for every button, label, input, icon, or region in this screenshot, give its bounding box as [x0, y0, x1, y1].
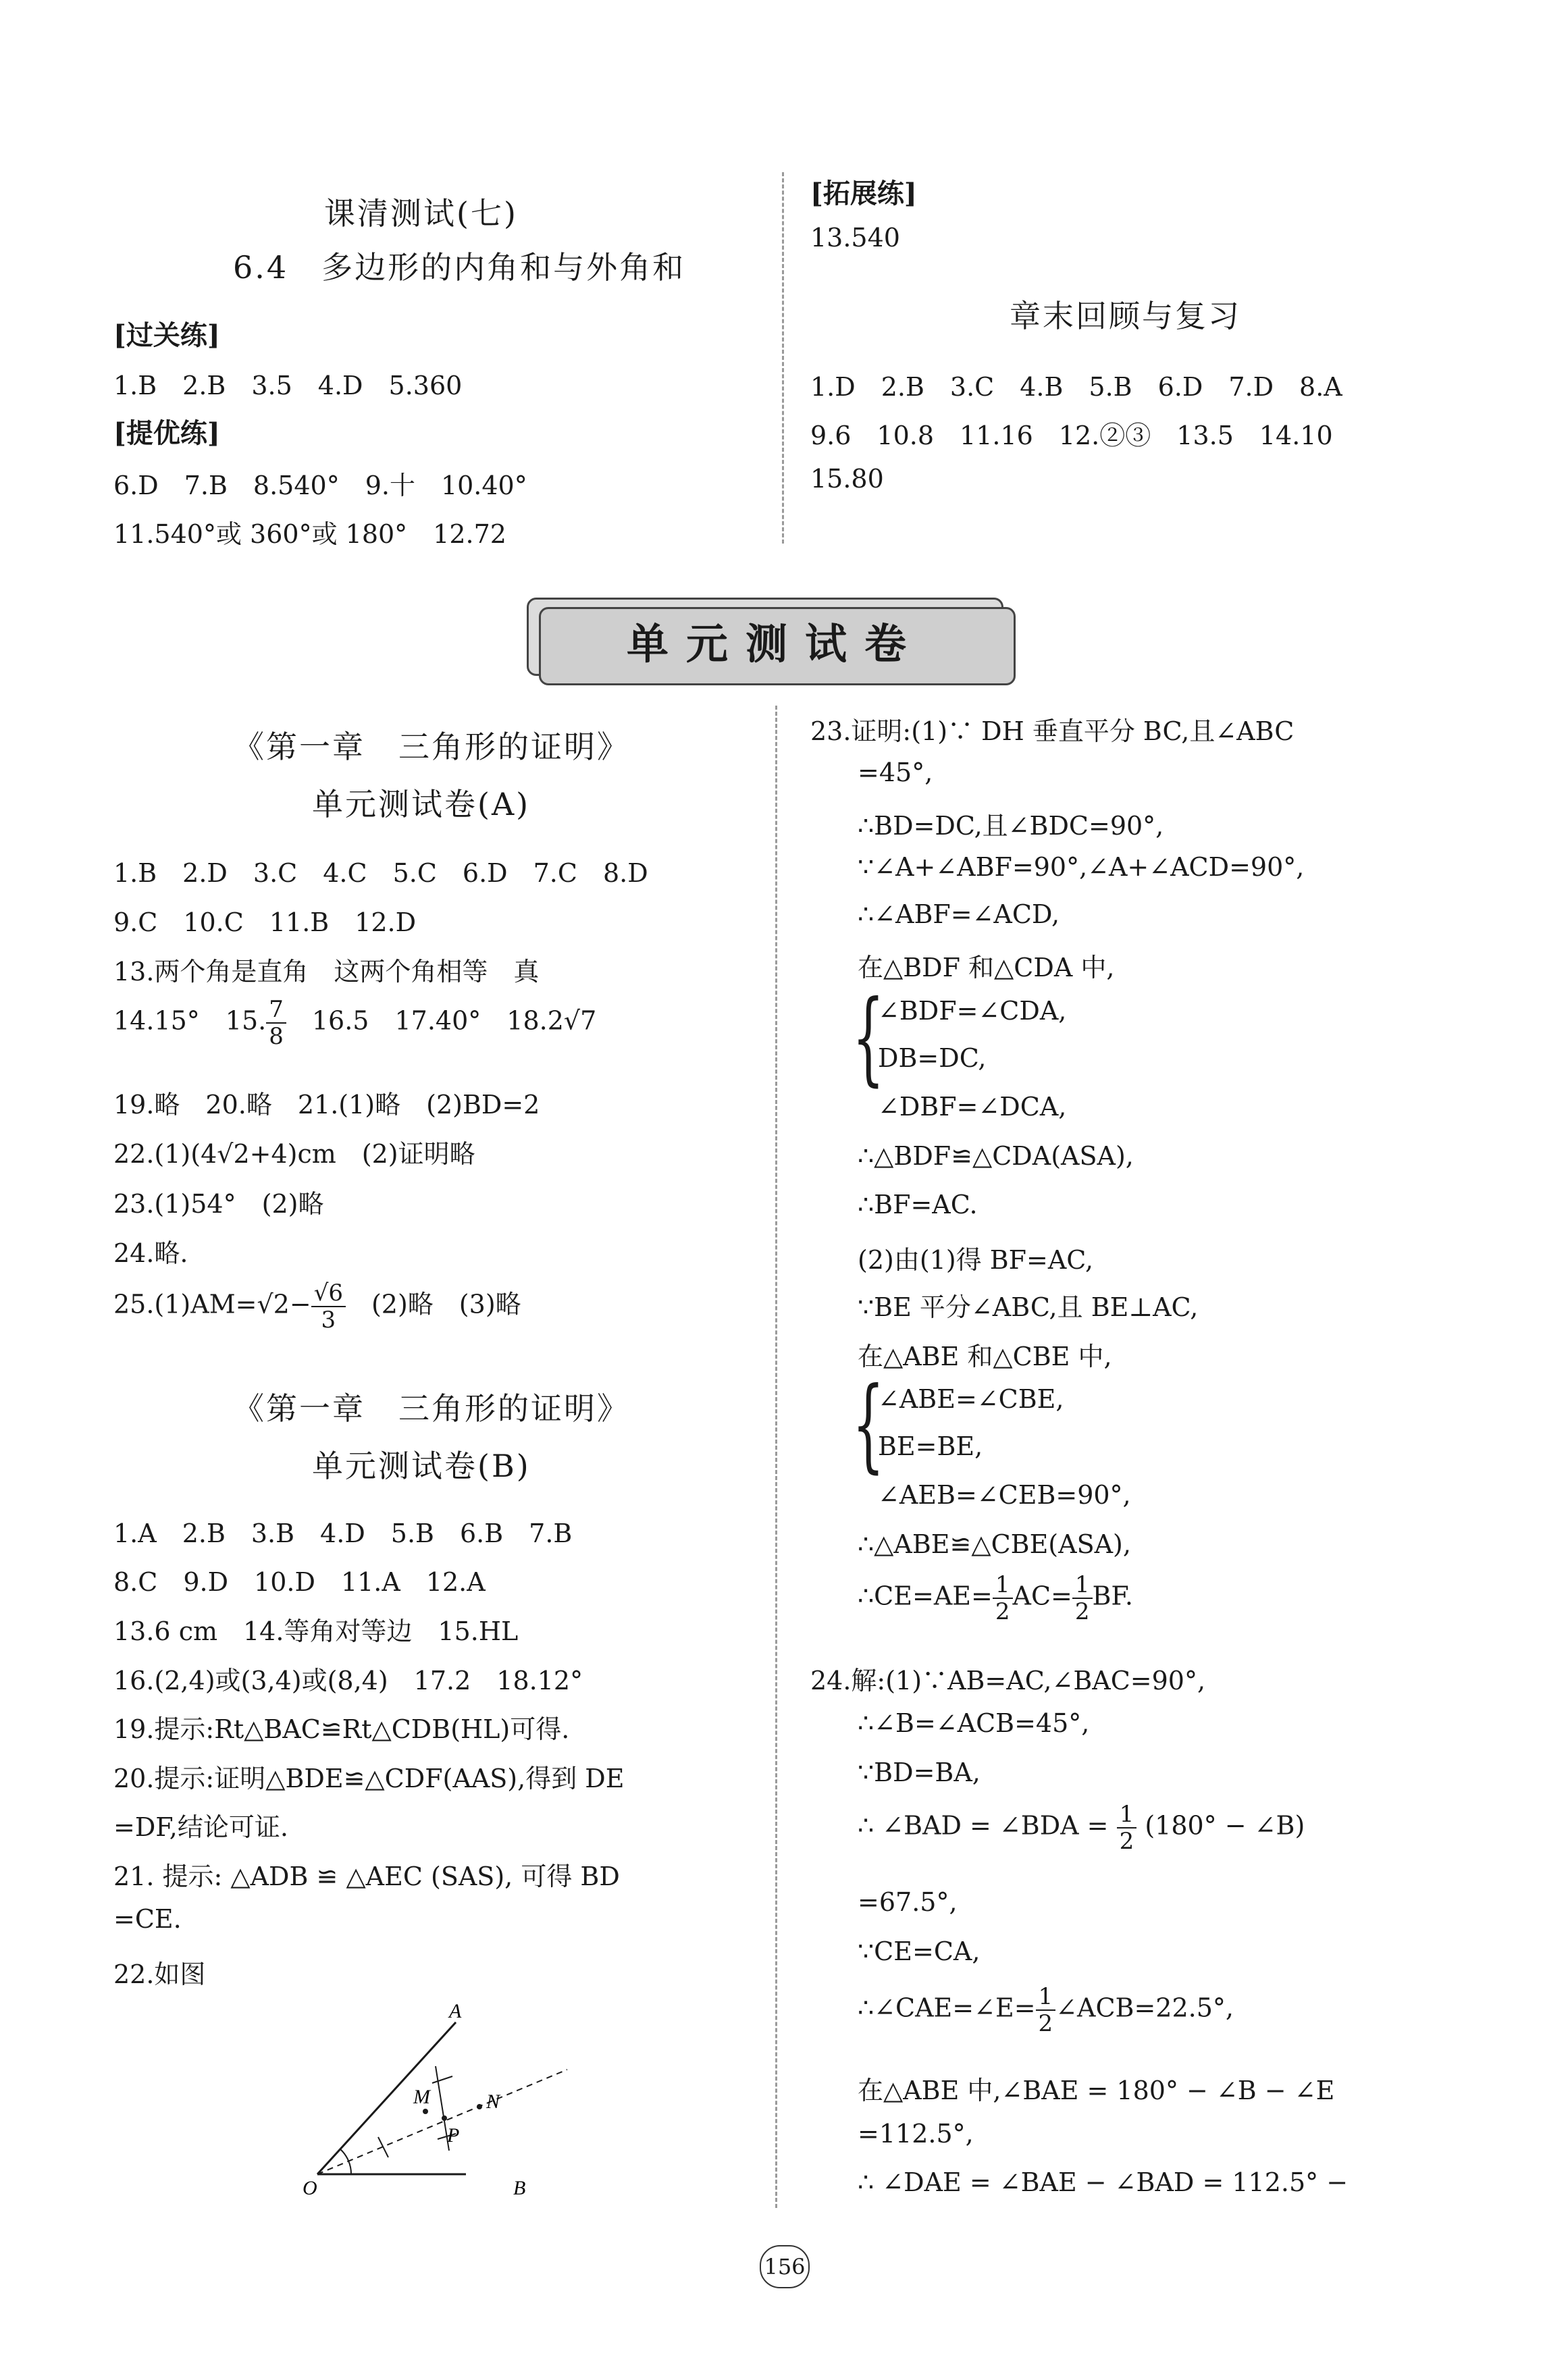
proof-line: 在△ABE 和△CBE 中, [858, 1342, 1112, 1371]
proof-line: ∠DBF=∠DCA, [878, 1092, 1067, 1122]
proof-line: =67.5°, [858, 1887, 958, 1917]
answer-line: 15.80 [810, 464, 884, 494]
denominator: 2 [1074, 1598, 1090, 1625]
section-label: [提优练] [113, 417, 220, 449]
proof-line: ∠AEB=∠CEB=90°, [878, 1480, 1131, 1510]
label-n: N [486, 2090, 500, 2113]
column-divider [775, 706, 777, 2208]
proof-line: ∴∠B=∠ACB=45°, [858, 1708, 1090, 1738]
answer-line: 13.两个角是直角 这两个角相等 真 [113, 957, 540, 986]
proof-line: BE=BE, [878, 1431, 983, 1461]
answer-line: 22.(1)(4√2+4)cm (2)证明略 [113, 1139, 475, 1169]
text-part: 25.(1)AM=√2− [113, 1289, 311, 1319]
answer-line: 6.D 7.B 8.540° 9.十 10.40° [113, 471, 527, 500]
text-part: ∴CE=AE= [858, 1581, 993, 1611]
answer-line: 19.略 20.略 21.(1)略 (2)BD=2 [113, 1090, 540, 1120]
denominator: 8 [269, 1023, 284, 1050]
text-part: ∠ACB=22.5°, [1055, 1993, 1234, 2023]
denominator: 3 [321, 1307, 336, 1334]
label-b: B [513, 2177, 526, 2199]
answer-line: =CE. [113, 1904, 182, 1934]
chapter-title: 《第一章 三角形的证明》 [233, 1390, 630, 1427]
proof-line: ∴∠ABF=∠ACD, [858, 899, 1060, 929]
proof-line: ∠ABE=∠CBE, [878, 1384, 1064, 1414]
arc [340, 2149, 351, 2174]
denominator: 2 [1038, 2010, 1053, 2037]
label-m: M [413, 2086, 430, 2108]
proof-line: 在△ABE 中,∠BAE = 180° − ∠B − ∠E [858, 2076, 1335, 2105]
proof-line: ∴BF=AC. [858, 1190, 978, 1219]
answer-line: 9.6 10.8 11.16 12.②③ 13.5 14.10 [810, 421, 1333, 450]
construction-figure [284, 1992, 567, 2215]
label-p: P [447, 2124, 460, 2147]
test-title: 单元测试卷(A) [312, 786, 531, 822]
proof-line: ∵BE 平分∠ABC,且 BE⊥AC, [858, 1292, 1199, 1322]
answer-line: 8.C 9.D 10.D 11.A 12.A [113, 1567, 486, 1597]
proof-line: ∴△BDF≌△CDA(ASA), [858, 1141, 1134, 1171]
system-brace: { [852, 1366, 885, 1483]
proof-line-with-fraction [858, 1573, 1133, 1623]
proof-line: 24.解:(1)∵AB=AC,∠BAC=90°, [810, 1666, 1206, 1695]
section-subtitle: 6.4 多边形的内角和与外角和 [233, 249, 686, 286]
fraction [993, 1573, 1013, 1623]
numerator: 1 [1117, 1803, 1137, 1828]
answer-line: 22.如图 [113, 1959, 206, 1989]
arc-mark [378, 2137, 388, 2157]
fraction [266, 998, 286, 1048]
ray-oa [317, 2022, 456, 2174]
fraction [1072, 1573, 1093, 1623]
section-title: 章末回顾与复习 [1010, 298, 1241, 334]
bisector-line [317, 2070, 567, 2174]
proof-line: ∵BD=BA, [858, 1758, 981, 1787]
answer-line: 24.略. [113, 1238, 188, 1268]
proof-line: ∵CE=CA, [858, 1937, 981, 1966]
answer-line-with-fraction [113, 1282, 521, 1332]
text-part: (2)略 (3)略 [345, 1289, 521, 1319]
proof-line-with-fraction [858, 1803, 1305, 1853]
numerator: 1 [1036, 1985, 1056, 2011]
proof-line: ∵∠A+∠ABF=90°,∠A+∠ACD=90°, [858, 852, 1305, 882]
answer-line: =DF,结论可证. [113, 1812, 288, 1842]
arc-mark [432, 2076, 452, 2083]
system-brace: { [852, 979, 885, 1097]
numerator: √6 [311, 1282, 346, 1307]
numerator: 1 [993, 1573, 1013, 1599]
proof-line: (2)由(1)得 BF=AC, [858, 1245, 1094, 1275]
chapter-title: 《第一章 三角形的证明》 [233, 729, 630, 765]
denominator: 2 [1119, 1828, 1134, 1855]
unit-test-banner [527, 598, 1026, 685]
answer-line: 9.C 10.C 11.B 12.D [113, 907, 417, 937]
section-title: 课清测试(七) [324, 195, 518, 232]
point-m [423, 2109, 428, 2114]
fraction [311, 1282, 346, 1332]
proof-line: ∴BD=DC,且∠BDC=90°, [858, 811, 1164, 841]
proof-line: DB=DC, [878, 1043, 987, 1073]
text-part: ∴∠CAE=∠E= [858, 1993, 1036, 2023]
text-part: BF. [1092, 1581, 1133, 1611]
page-number: 156 [760, 2245, 810, 2288]
text-part: ∴ ∠BAD = ∠BDA = [858, 1810, 1117, 1841]
answer-line: 20.提示:证明△BDE≌△CDF(AAS),得到 DE [113, 1764, 625, 1793]
answer-line: 1.B 2.B 3.5 4.D 5.360 [113, 371, 463, 400]
proof-line: ∴ ∠DAE = ∠BAE − ∠BAD = 112.5° − [858, 2167, 1349, 2197]
proof-line: 23.证明:(1)∵ DH 垂直平分 BC,且∠ABC [810, 716, 1295, 746]
column-divider [782, 172, 784, 544]
answer-line-with-fraction [113, 998, 596, 1048]
denominator: 2 [995, 1598, 1010, 1625]
proof-line-with-fraction [858, 1985, 1234, 2035]
section-label: [拓展练] [810, 178, 917, 209]
answer-line: 19.提示:Rt△BAC≌Rt△CDB(HL)可得. [113, 1714, 570, 1744]
label-o: O [303, 2177, 317, 2199]
proof-line: =112.5°, [858, 2119, 974, 2149]
numerator: 1 [1072, 1573, 1093, 1599]
point-n [477, 2104, 482, 2109]
text-part: 14.15° 15. [113, 1005, 267, 1036]
numerator: 7 [266, 998, 286, 1024]
text-part: AC= [1012, 1581, 1072, 1611]
text-part: 16.5 17.40° 18.2√7 [286, 1005, 597, 1036]
section-label: [过关练] [113, 319, 220, 351]
banner-text: 单元测试卷 [626, 619, 924, 668]
answer-line: 11.540°或 360°或 180° 12.72 [113, 519, 506, 549]
answer-line: 16.(2,4)或(3,4)或(8,4) 17.2 18.12° [113, 1666, 583, 1695]
answer-line: 23.(1)54° (2)略 [113, 1189, 324, 1219]
answer-line: 13.540 [810, 223, 900, 253]
text-part: (180° − ∠B) [1136, 1810, 1305, 1841]
fraction [1036, 1985, 1056, 2035]
proof-line: =45°, [858, 758, 933, 787]
answer-line: 1.D 2.B 3.C 4.B 5.B 6.D 7.D 8.A [810, 372, 1342, 402]
label-a: A [449, 2000, 462, 2022]
answer-line: 13.6 cm 14.等角对等边 15.HL [113, 1616, 519, 1646]
answer-line: 21. 提示: △ADB ≌ △AEC (SAS), 可得 BD [113, 1862, 620, 1891]
proof-line: ∴△ABE≌△CBE(ASA), [858, 1529, 1131, 1559]
proof-line: 在△BDF 和△CDA 中, [858, 953, 1115, 982]
answer-line: 1.A 2.B 3.B 4.D 5.B 6.B 7.B [113, 1519, 573, 1548]
answer-line: 1.B 2.D 3.C 4.C 5.C 6.D 7.C 8.D [113, 858, 648, 888]
test-title: 单元测试卷(B) [312, 1448, 531, 1484]
point-p [442, 2115, 447, 2121]
proof-line: ∠BDF=∠CDA, [878, 996, 1067, 1026]
fraction [1117, 1803, 1137, 1853]
